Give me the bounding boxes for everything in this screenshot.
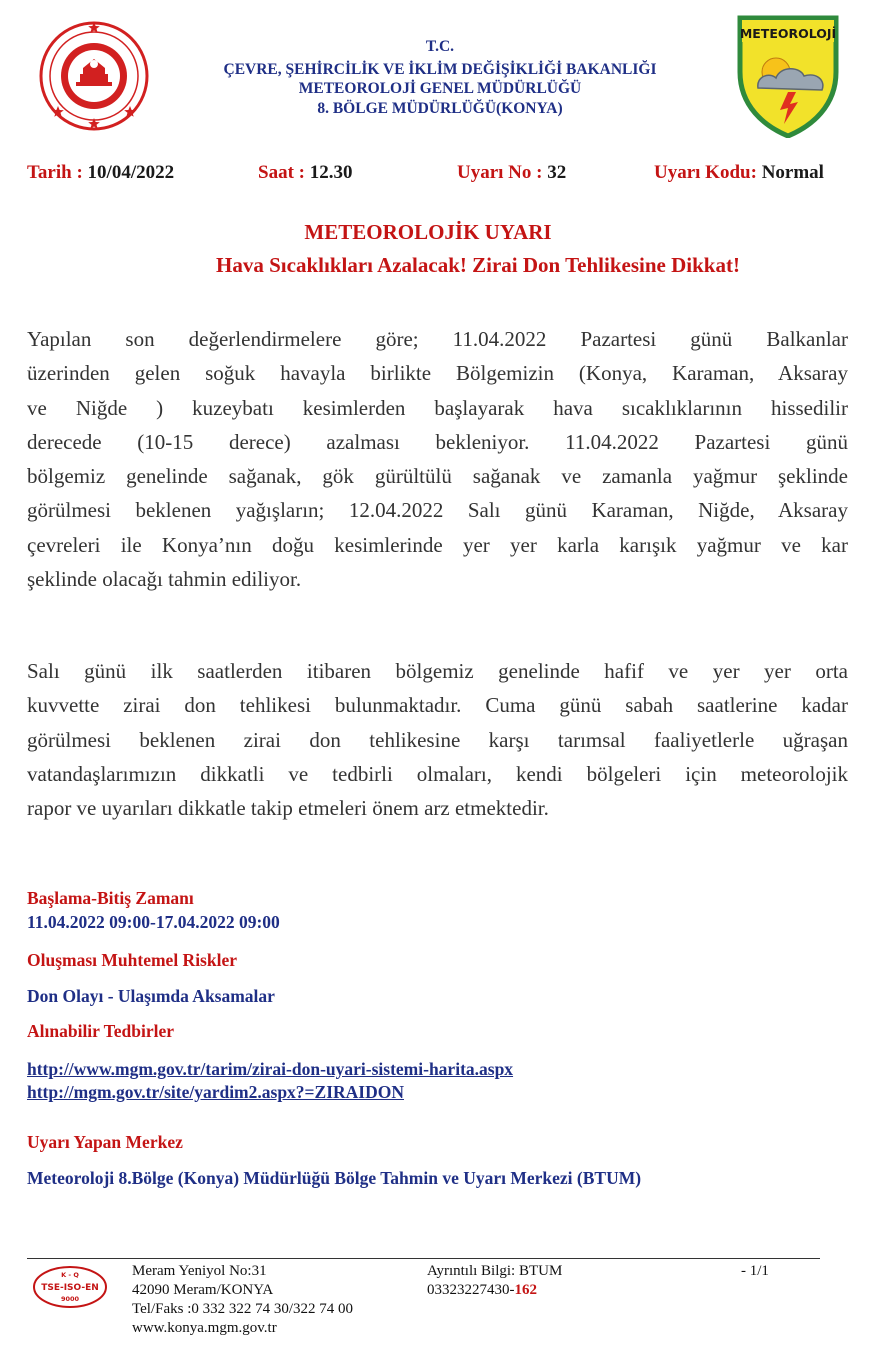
- paragraph-line: Salı günü ilk saatlerden itibaren bölgemiz genelinde hafif ve yer yer orta: [27, 659, 848, 683]
- detail-label: Ayrıntılı Bilgi: BTUM: [427, 1263, 563, 1279]
- warning-code-label: Uyarı Kodu:: [654, 162, 757, 183]
- tse-line-2: TSE-ISO-EN: [41, 1283, 99, 1293]
- paragraph-line: bölgemiz genelinde sağanak, gök gürültülü sağanak ve zamanla yağmur şeklinde: [27, 464, 848, 489]
- warning-subtitle: Hava Sıcaklıkları Azalacak! Zirai Don Tehlikesine Dikkat!: [216, 253, 740, 277]
- detail-phone: 03323227430-: [427, 1282, 515, 1298]
- center-value: Meteoroloji 8.Bölge (Konya) Müdürlüğü Bölge Tahmin ve Uyarı Merkezi (BTUM): [27, 1168, 642, 1188]
- address-line-1: Meram Yeniyol No:31: [132, 1263, 267, 1279]
- paragraph-frost-warning: [27, 654, 848, 825]
- website: www.konya.mgm.gov.tr: [132, 1320, 277, 1336]
- measures-label: Alınabilir Tedbirler: [27, 1021, 174, 1041]
- paragraph-line: ve Niğde ) kuzeybatı kesimlerden başlayarak hava sıcaklıklarının hissedilir: [27, 395, 848, 420]
- paragraph-line: kuvvette zirai don tehlikesi bulunmaktadır. Cuma günü sabah saatlerine kadar: [27, 693, 848, 718]
- time-label: Saat :: [258, 162, 305, 183]
- frost-help-link[interactable]: http://mgm.gov.tr/site/yardim2.aspx?=ZIRAIDON: [27, 1082, 404, 1102]
- logo-text: METEOROLOJİ: [739, 26, 837, 41]
- detail-extension: 162: [514, 1282, 537, 1298]
- paragraph-line: üzerinden gelen soğuk havayla birlikte Bölgemizin (Konya, Karaman, Aksaray: [27, 361, 848, 386]
- center-label: Uyarı Yapan Merkez: [27, 1132, 183, 1152]
- header-directorate: METEOROLOJİ GENEL MÜDÜRLÜĞÜ: [298, 80, 582, 97]
- warning-code-value: Normal: [761, 162, 824, 183]
- tse-line-3: 9000: [60, 1295, 80, 1303]
- meteoroloji-logo: [736, 14, 840, 138]
- paragraph-line: rapor ve uyarıları dikkatle takip etmeleri önem arz etmektedir.: [27, 796, 549, 821]
- risks-label: Oluşması Muhtemel Riskler: [27, 950, 237, 970]
- paragraph-line: Yapılan son değerlendirmelere göre; 11.04.2022 Pazartesi günü Balkanlar: [27, 327, 848, 351]
- address-line-2: 42090 Meram/KONYA: [132, 1282, 274, 1298]
- phone-fax: Tel/Faks :0 332 322 74 30/322 74 00: [132, 1301, 354, 1317]
- time-field: [258, 162, 352, 184]
- risks-value: Don Olayı - Ulaşımda Aksamalar: [27, 986, 275, 1006]
- tse-iso-certification-logo: [32, 1265, 108, 1309]
- detail-phone-row: [427, 1281, 562, 1300]
- paragraph-line: şeklinde olacağı tahmin ediliyor.: [27, 567, 302, 592]
- paragraph-forecast: [27, 322, 848, 596]
- paragraph-line: vatandaşlarımızın dikkatli ve tedbirli olmaları, kendi bölgeleri için meteorolojik: [27, 761, 848, 786]
- time-value: 12.30: [309, 162, 353, 183]
- warning-code-field: [654, 162, 824, 184]
- date-field: [27, 162, 174, 184]
- frost-map-link[interactable]: http://www.mgm.gov.tr/tarim/zirai-don-uyari-sistemi-harita.aspx: [27, 1059, 514, 1079]
- footer-divider: [27, 1258, 820, 1259]
- paragraph-line: çevreleri ile Konya’nın doğu kesimlerinde yer yer karla karışık yağmur ve kar: [27, 532, 848, 557]
- header-region: 8. BÖLGE MÜDÜRLÜĞÜ(KONYA): [317, 100, 563, 117]
- header-tc: T.C.: [425, 38, 455, 55]
- date-label: Tarih :: [27, 162, 83, 183]
- paragraph-line: görülmesi beklenen zirai don tehlikesine karşı tarımsal faaliyetlerle uğraşan: [27, 727, 848, 752]
- period-value: 11.04.2022 09:00-17.04.2022 09:00: [27, 912, 280, 932]
- warning-number-field: [457, 162, 566, 184]
- header-ministry: ÇEVRE, ŞEHİRCİLİK VE İKLİM DEĞİŞİKLİĞİ BAKANLIĞI: [223, 61, 657, 78]
- footer-detail-info: [427, 1262, 562, 1300]
- ministry-seal-logo: [38, 20, 150, 132]
- footer-address: [132, 1262, 353, 1338]
- page-number: - 1/1: [741, 1263, 769, 1279]
- warning-number-value: 32: [547, 162, 567, 183]
- warning-number-label: Uyarı No :: [457, 162, 543, 183]
- paragraph-line: görülmesi beklenen yağışların; 12.04.2022 Salı günü Karaman, Niğde, Aksaray: [27, 498, 848, 523]
- warning-title: METEOROLOJİK UYARI: [304, 220, 552, 244]
- tse-line-1: K - Q: [61, 1271, 79, 1279]
- period-label: Başlama-Bitiş Zamanı: [27, 888, 194, 908]
- paragraph-line: derecede (10-15 derece) azalması bekleniyor. 11.04.2022 Pazartesi günü: [27, 429, 848, 454]
- date-value: 10/04/2022: [87, 162, 175, 183]
